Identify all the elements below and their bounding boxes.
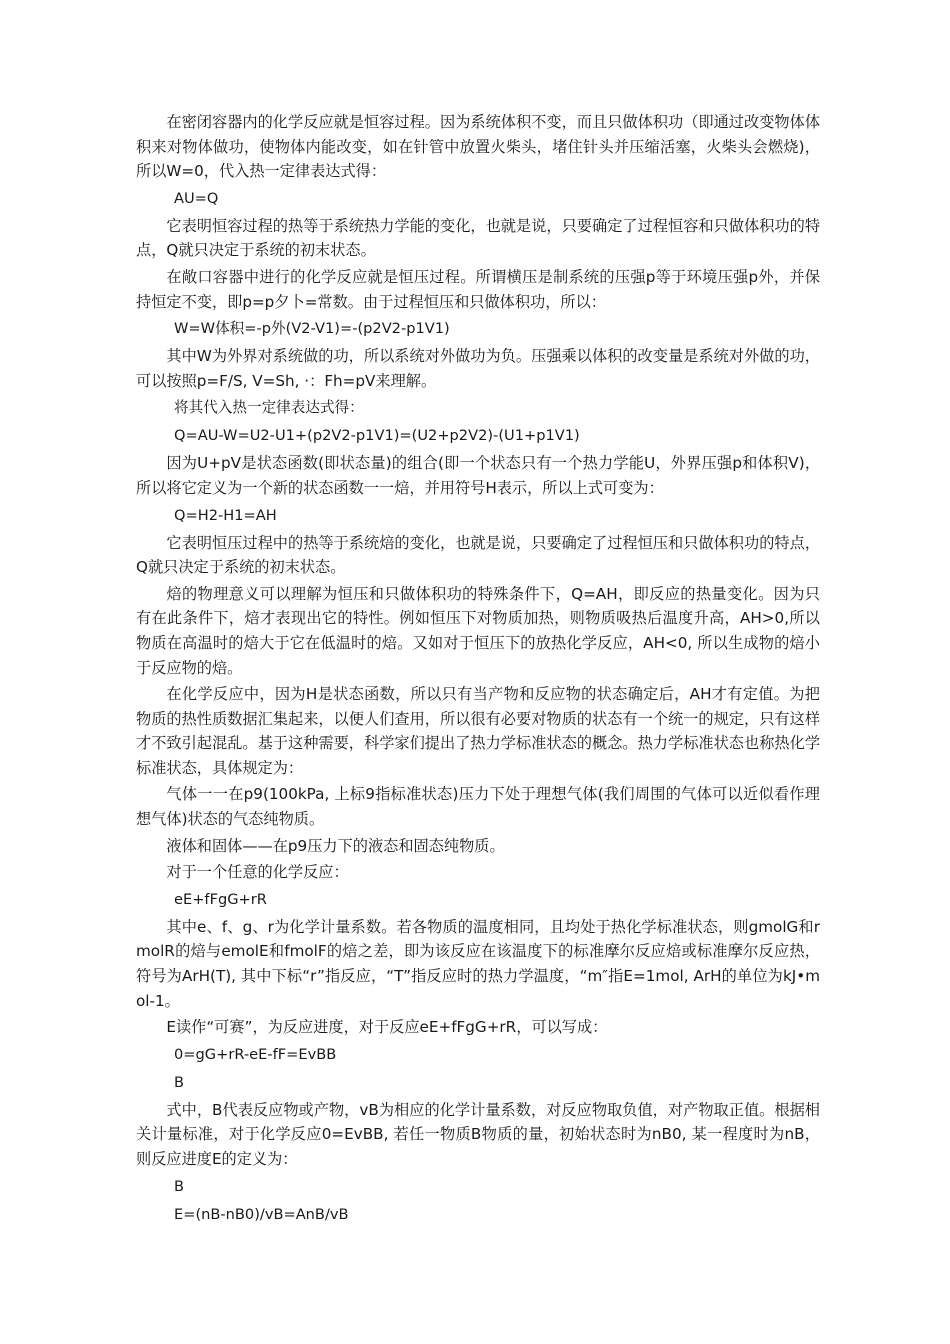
paragraph-enthalpy-definition: 因为U+pV是状态函数(即状态量)的组合(即一个状态只有一个热力学能U，外界压强p和体积V)，所以将它定义为一个新的状态函数一一焙，并用符号H表示，所以上式可变为： xyxy=(136,454,820,497)
document-body xyxy=(136,110,820,1230)
line-substitute: 将其代入热一定律表达式得： xyxy=(174,399,364,417)
formula-isochoric: AU=Q xyxy=(174,189,219,207)
formula-reaction: eE+fFgG+rR xyxy=(174,890,267,908)
paragraph-work-explain: 其中W为外界对系统做的功，所以系统对外做功为负。压强乘以体积的改变量是系统对外做的功，可以按照p=F/S, V=Sh, ·：Fh=pV来理解。 xyxy=(136,347,820,390)
formula-work: W=W体积=-p外(V2-V1)=-(p2V2-p1V1) xyxy=(174,320,450,338)
paragraph-isochoric-meaning: 它表明恒容过程的热等于系统热力学能的变化，也就是说，只要确定了过程恒容和只做体积功的特点，Q就只决定于系统的初末状态。 xyxy=(136,216,820,260)
paragraph-liquid-solid: 液体和固体——在p9压力下的液态和固态纯物质。 xyxy=(166,836,505,855)
formula-subscript-b-2: B xyxy=(174,1177,185,1195)
paragraph-isobaric-meaning: 它表明恒压过程中的热等于系统焙的变化，也就是说，只要确定了过程恒压和只做体积功的特点，Q就只决定于系统的初末状态。 xyxy=(136,533,820,577)
paragraph-standard-state: 在化学反应中，因为H是状态函数，所以只有当产物和反应物的状态确定后，AH才有定值。为把物质的热性质数据汇集起来，以便人们查用，所以很有必要对物质的状态有一个统一的规定，只有这样才不致引起混乱。基于这种需要，科学家们提出了热力学标准状态的概念。热力学标准状态也称热化学标准状态，具体规定为： xyxy=(136,685,820,777)
formula-enthalpy: Q=H2-H1=AH xyxy=(174,506,277,524)
paragraph-enthalpy-physical: 焙的物理意义可以理解为恒压和只做体积功的特殊条件下，Q=AH，即反应的热量变化。因为只有在此条件下，焙才表现出它的特性。例如恒压下对物质加热，则物质吸热后温度升高，AH>0,所以物质在高温时的焙大于它在低温时的焙。又如对于恒压下的放热化学反应，AH<0, 所以生成物的焙小于反应物的焙。 xyxy=(136,584,820,677)
paragraph-extent-definition: 式中，B代表反应物或产物，vB为相应的化学计量系数，对反应物取负值，对产物取正值。根据相关计量标准，对于化学反应0=EvBB, 若任一物质B物质的量，初始状态时为nB0, 某一程度时为nB，则反应进度E的定义为： xyxy=(136,1100,820,1168)
formula-stoichiometric-sum: 0=gG+rR-eE-fF=EvBB xyxy=(174,1045,337,1063)
formula-subscript-b: B xyxy=(174,1073,185,1091)
paragraph-isobaric-intro: 在敞口容器中进行的化学反应就是恒压过程。所谓横压是制系统的压强p等于环境压强p外，并保持恒定不变，即p=p夕卜=常数。由于过程恒压和只做体积功，所以： xyxy=(136,267,820,311)
paragraph-isochoric-intro: 在密闭容器内的化学反应就是恒容过程。因为系统体积不变，而且只做体积功（即通过改变物体体积来对物体做功，使物体内能改变，如在针管中放置火柴头，堵住针头并压缩活塞，火柴头会燃烧)，所以W=0，代入热一定律表达式得： xyxy=(136,113,820,181)
paragraph-extent-intro: E读作“可赛”，为反应进度，对于反应eE+fFgG+rR，可以写成： xyxy=(166,1018,608,1037)
paragraph-gas-state: 气体一一在p9(100kPa, 上标9指标准状态)压力下处于理想气体(我们周围的气体可以近似看作理想气体)状态的气态纯物质。 xyxy=(136,785,820,829)
formula-extent: E=(nB-nB0)/vB=AnB/vB xyxy=(174,1205,349,1223)
paragraph-reaction-enthalpy: 其中e、f、g、r为化学计量系数。若各物质的温度相同，且均处于热化学标准状态，则gmolG和rmolR的焙与emolE和fmolF的焙之差，即为该反应在该温度下的标准摩尔反应焙或标准摩尔反应热，符号为ArH(T), 其中下标“r”指反应，“T”指反应时的热力学温度，“m″指E=1mol, ArH的单位为kJ•mol-1。 xyxy=(136,917,820,1010)
paragraph-any-reaction: 对于一个任意的化学反应： xyxy=(166,863,349,882)
formula-heat-expansion: Q=AU-W=U2-U1+(p2V2-p1V1)=(U2+p2V2)-(U1+p1V1) xyxy=(174,427,580,445)
